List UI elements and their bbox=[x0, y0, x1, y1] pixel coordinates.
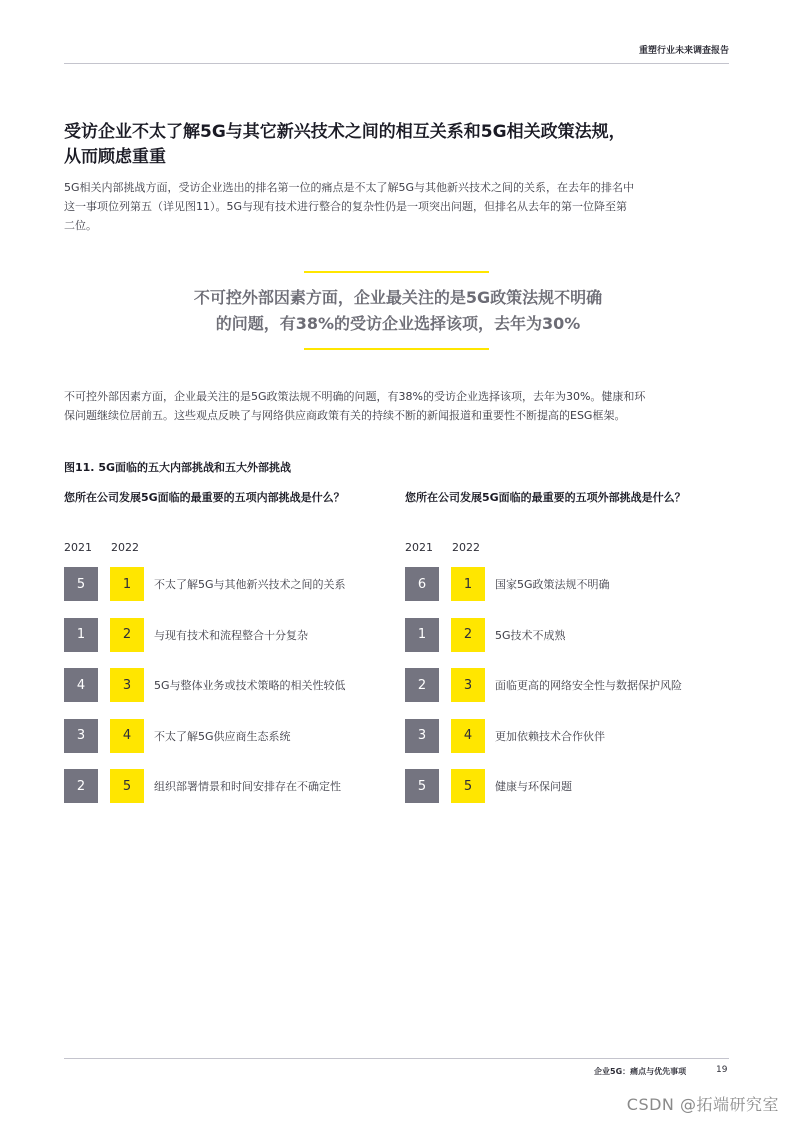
header-divider bbox=[64, 63, 729, 64]
rank-2022-box: 1 bbox=[451, 567, 485, 601]
challenge-label: 健康与环保问题 bbox=[495, 780, 572, 793]
intro-line: 二位。 bbox=[64, 219, 97, 232]
ranking-row bbox=[405, 618, 735, 652]
ranking-row bbox=[64, 668, 394, 702]
page-number: 19 bbox=[716, 1065, 728, 1075]
report-title: 重塑行业未来调查报告 bbox=[638, 46, 729, 56]
year-header bbox=[405, 541, 735, 557]
intro-line: 这一事项位列第五（详见图11）。5G与现有技术进行整合的复杂性仍是一项突出问题，但排名从去年的第一位降至第 bbox=[64, 200, 628, 213]
rank-2022-box: 2 bbox=[451, 618, 485, 652]
pull-quote-line: 不可控外部因素方面，企业最关注的是5G政策法规不明确 bbox=[193, 288, 603, 307]
challenge-label: 不太了解5G与其他新兴技术之间的关系 bbox=[154, 578, 346, 591]
body-paragraph bbox=[64, 387, 730, 425]
footer-divider bbox=[64, 1058, 729, 1059]
rank-2021-box: 3 bbox=[64, 719, 98, 753]
intro-paragraph bbox=[64, 178, 730, 235]
rank-2021-box: 5 bbox=[64, 567, 98, 601]
year-curr-label: 2022 bbox=[452, 541, 480, 554]
rank-2022-box: 5 bbox=[451, 769, 485, 803]
rank-2021-box: 5 bbox=[405, 769, 439, 803]
external-challenges-column bbox=[405, 489, 735, 820]
rank-2021-box: 1 bbox=[64, 618, 98, 652]
rank-2022-box: 4 bbox=[110, 719, 144, 753]
pull-quote bbox=[100, 285, 696, 337]
challenge-label: 与现有技术和流程整合十分复杂 bbox=[154, 628, 308, 642]
ranking-row bbox=[405, 668, 735, 702]
year-curr-label: 2022 bbox=[111, 541, 139, 554]
rank-2022-box: 2 bbox=[110, 618, 144, 652]
internal-question: 您所在公司发展5G面临的最重要的五项内部挑战是什么？ bbox=[64, 491, 345, 504]
ranking-row bbox=[405, 769, 735, 803]
section-heading-line: 受访企业不太了解5G与其它新兴技术之间的相互关系和5G相关政策法规， bbox=[64, 122, 626, 142]
body-line: 不可控外部因素方面，企业最关注的是5G政策法规不明确的问题，有38%的受访企业选择该项，去年为30%。健康和环 bbox=[64, 390, 646, 403]
challenge-label: 5G与整体业务或技术策略的相关性较低 bbox=[154, 679, 346, 692]
ranking-row bbox=[405, 567, 735, 601]
ranking-row bbox=[64, 769, 394, 803]
challenge-label: 更加依赖技术合作伙伴 bbox=[495, 729, 605, 743]
challenge-label: 5G技术不成熟 bbox=[495, 628, 566, 642]
rank-2022-box: 3 bbox=[110, 668, 144, 702]
section-heading-line: 从而顾虑重重 bbox=[64, 147, 166, 167]
figure-title: 图11. 5G面临的五大内部挑战和五大外部挑战 bbox=[64, 461, 291, 474]
internal-challenges-column bbox=[64, 489, 394, 820]
rank-2021-box: 2 bbox=[405, 668, 439, 702]
rank-2021-box: 4 bbox=[64, 668, 98, 702]
external-ranking-list bbox=[405, 567, 735, 803]
section-heading bbox=[64, 120, 704, 170]
challenge-label: 国家5G政策法规不明确 bbox=[495, 578, 610, 591]
challenge-label: 组织部署情景和时间安排存在不确定性 bbox=[154, 780, 341, 793]
watermark: CSDN @拓端研究室 bbox=[626, 1095, 779, 1114]
rank-2022-box: 5 bbox=[110, 769, 144, 803]
rank-2021-box: 1 bbox=[405, 618, 439, 652]
footer-title: 企业5G：痛点与优先事项 bbox=[594, 1067, 687, 1076]
rank-2021-box: 3 bbox=[405, 719, 439, 753]
pull-quote-line: 的问题，有38%的受访企业选择该项，去年为30% bbox=[215, 314, 581, 333]
body-line: 保问题继续位居前五。这些观点反映了与网络供应商政策有关的持续不断的新闻报道和重要性不断提高的ESG框架。 bbox=[64, 409, 626, 422]
rank-2021-box: 6 bbox=[405, 567, 439, 601]
quote-bottom-rule bbox=[304, 348, 489, 350]
year-prev-label: 2021 bbox=[405, 541, 433, 554]
intro-line: 5G相关内部挑战方面，受访企业选出的排名第一位的痛点是不太了解5G与其他新兴技术之间的关系，在去年的排名中 bbox=[64, 181, 635, 194]
ranking-row bbox=[64, 719, 394, 753]
year-prev-label: 2021 bbox=[64, 541, 92, 554]
ranking-row bbox=[64, 567, 394, 601]
rank-2021-box: 2 bbox=[64, 769, 98, 803]
ranking-row bbox=[405, 719, 735, 753]
quote-top-rule bbox=[304, 271, 489, 273]
rank-2022-box: 3 bbox=[451, 668, 485, 702]
internal-ranking-list bbox=[64, 567, 394, 803]
rank-2022-box: 4 bbox=[451, 719, 485, 753]
challenge-label: 不太了解5G供应商生态系统 bbox=[154, 729, 291, 743]
rank-2022-box: 1 bbox=[110, 567, 144, 601]
challenge-label: 面临更高的网络安全性与数据保护风险 bbox=[495, 679, 682, 692]
ranking-row bbox=[64, 618, 394, 652]
external-question: 您所在公司发展5G面临的最重要的五项外部挑战是什么？ bbox=[405, 491, 686, 504]
year-header bbox=[64, 541, 394, 557]
